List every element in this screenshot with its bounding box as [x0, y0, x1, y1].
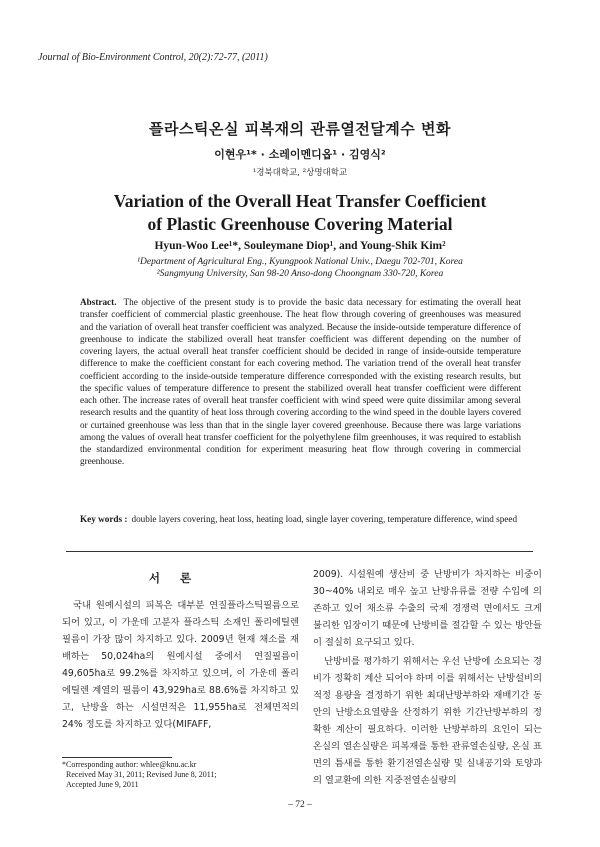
footnote-divider [62, 757, 172, 758]
accepted-date: Accepted June 9, 2011 [66, 780, 139, 789]
page-number: – 72 – [288, 800, 312, 810]
keywords-text: double layers covering, heat loss, heating load, single layer covering, temperature difference, wind speed [131, 514, 518, 524]
abstract-text: The objective of the present study is to provide the basic data necessary for estimating the overall heat transfer coefficient of commercial plastic greenhouse. The heat flow through covering of greenhouses was measured and the variation of overall heat transfer coefficient was analyzed. Because the inside-outside temperature difference of greenhouse to indicate the stabilized overall heat transfer coefficient was different depending on the number of covering layers, the actual overall heat transfer coefficient should be decided in range of inside-outside temperature difference to make the coefficient constant for each covering method. The variation trend of the overall heat transfer coefficient according to the inside-outside temperature difference corresponded with the existing research results, but the specific values of temperature difference to present the stabilized overall heat transfer coefficient were different each other. The increase rates of overall heat transfer coefficient with wind speed were quite dissimilar among several research results and the quantity of heat loss through covering according to the wind speed in the double layers covered or curtained greenhouse was less than that in the single layer covered greenhouse. Because there was large variations among the values of overall heat transfer coefficient for the polyethylene film greenhouses, it was required to establish the standardized environmental condition for experiment measuring heat flow through covering in commercial greenhouse. [80, 297, 521, 467]
right-column [313, 566, 542, 789]
korean-title: 플라스틱온실 피복재의 관류열전달계수 변화 [149, 120, 451, 138]
affiliation-2: ²Sangmyung University, San 98-20 Anso-dong Choongnam 330-720, Korea [156, 269, 444, 279]
left-paragraph-1: 국내 원예시설의 피복은 대부분 연질플라스틱필름으로 되어 있고, 이 가운데 고분자 플라스틱 소재인 폴리에틸렌 필름이 가장 많이 차지하고 있다. 2009년 현재 채소를 재배하는 50,024ha의 원예시설 중에서 연질필름이 49,605ha로 99.2%를 차지하고 있으며, 이 가운데 폴리에틸렌 계열의 필름이 43,929ha로 88.6%를 차지하고 있고, 난방을 하는 시설면적은 11,955ha로 전체면적의 24% 정도를 차지하고 있다(MIFAFF, [62, 600, 299, 730]
keywords-label: Key words : [80, 514, 128, 524]
abstract-label: Abstract. [80, 297, 117, 307]
section-heading-introduction: 서론 [148, 571, 212, 585]
english-title-line-2: of Plastic Greenhouse Covering Material [147, 214, 453, 234]
affiliation-1: ¹Department of Agricultural Eng., Kyungpook National Univ., Daegu 702-701, Korea [137, 257, 463, 267]
corresponding-author: *Corresponding author: whlee@knu.ac.kr [62, 760, 197, 769]
journal-citation: Journal of Bio-Environment Control, 20(2):72-77, (2011) [38, 52, 268, 63]
right-paragraph-2: 난방비를 평가하기 위해서는 우선 난방에 소요되는 경비가 정확히 계산 되어야 하며 이를 위해서는 난방설비의 적정 용량을 결정하기 위한 최대난방부하와 재배기간 동안의 난방소요열량을 산정하기 위한 기간난방부하의 정확한 계산이 필요하다. 이러한 난방부하의 요인이 되는 온실의 열손실량은 피복재를 통한 관류열손실량, 온실 표면의 틈새를 통한 환기전열손실량 및 실내공기와 토양과의 열교환에 의한 지중전열손실량의 [313, 656, 542, 786]
right-paragraph-continuation: 2009). 시설원예 생산비 중 난방비가 차지하는 비중이 30~40% 내외로 매우 높고 난방유류를 전량 수입에 의존하고 있어 채소류 수출의 국제 경쟁력 면에서도 크게 불리한 입장이기 때문에 난방비를 절감할 수 있는 방안들이 절실히 요구되고 있다. [313, 569, 542, 648]
korean-authors: 이현우¹* · 소레이멘디옵¹ · 김영식² [214, 148, 386, 161]
english-title [0, 190, 600, 236]
footnote [62, 760, 217, 790]
left-column [62, 597, 299, 733]
english-affiliations [0, 256, 600, 280]
korean-affiliations: ¹경북대학교, ²상명대학교 [252, 168, 348, 178]
keywords [80, 513, 521, 526]
english-authors: Hyun-Woo Lee¹*, Souleymane Diop¹, and Young-Shik Kim² [154, 240, 446, 252]
section-divider [66, 551, 533, 552]
abstract [80, 296, 521, 468]
received-dates: Received May 31, 2011; Revised June 8, 2011; [66, 770, 217, 779]
english-title-line-1: Variation of the Overall Heat Transfer Coefficient [113, 191, 487, 211]
